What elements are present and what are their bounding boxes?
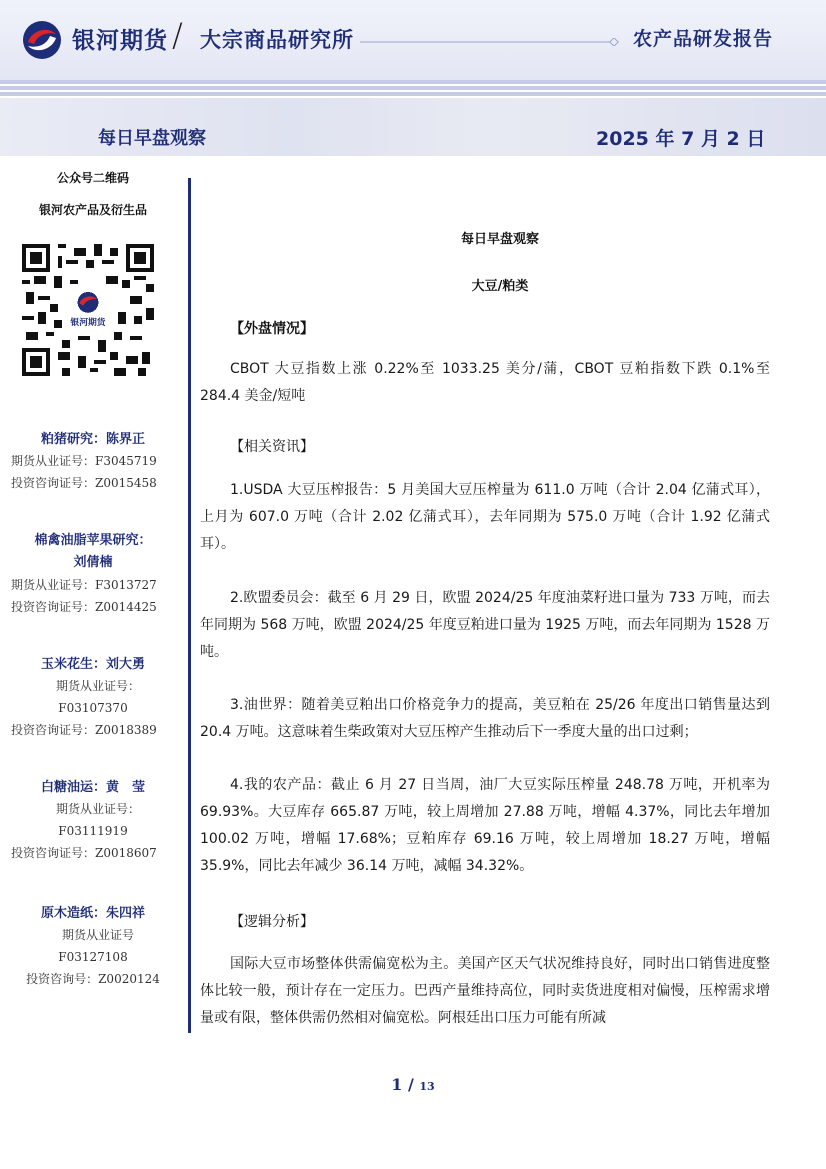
analyst-license: F03127108 xyxy=(58,950,128,964)
brand-name: 银河期货 xyxy=(72,28,168,54)
section-heading-logic: 【逻辑分析】 xyxy=(230,914,314,930)
analyst-license: 投资咨询证号：Z0018607 xyxy=(11,846,157,860)
header-stripe xyxy=(0,80,826,84)
sidebar-divider xyxy=(188,178,191,1033)
analyst-license: 投资咨询证号：Z0018389 xyxy=(11,723,157,737)
institute-name: 大宗商品研究所 xyxy=(200,28,354,52)
foreign-market-paragraph: CBOT 大豆指数上涨 0.22%至 1033.25 美分/蒲，CBOT 豆粕指数下跌 0.1%至 284.4 美金/短吨 xyxy=(200,361,770,404)
analyst-license: F03111919 xyxy=(58,824,128,838)
section-heading-foreign: 【外盘情况】 xyxy=(230,321,314,337)
report-subtitle: 大豆/粕类 xyxy=(471,279,529,294)
analyst-license: 期货从业证号： xyxy=(55,679,140,693)
analyst-license: 期货从业证号：F3013727 xyxy=(11,578,157,592)
total-pages: 13 xyxy=(419,1080,435,1093)
report-date: 2025 年 7 月 2 日 xyxy=(596,128,766,150)
analyst-license: 期货从业证号 xyxy=(61,928,134,942)
section-heading-news: 【相关资讯】 xyxy=(230,439,314,455)
analyst-block xyxy=(0,778,186,864)
page-separator: / xyxy=(407,1075,414,1094)
analyst-title: 原木造纸：朱四祥 xyxy=(40,906,145,921)
current-page: 1 xyxy=(391,1075,403,1094)
report-type: 农产品研发报告 xyxy=(633,28,774,50)
news-item: 2.欧盟委员会：截至 6 月 29 日，欧盟 2024/25 年度油菜籽进口量为 733 万吨，而去年同期为 568 万吨，欧盟 2024/25 年度豆粕进口量为 1925 万吨，而去年同期为 1528 万吨。 xyxy=(200,590,770,660)
analyst-name: 刘倩楠 xyxy=(73,555,113,570)
analyst-title: 棉禽油脂苹果研究： xyxy=(34,533,152,548)
analyst-title: 粕猪研究：陈界正 xyxy=(40,432,145,447)
page-number xyxy=(0,1075,826,1094)
report-title: 每日早盘观察 xyxy=(460,232,539,247)
header-slash: / xyxy=(172,16,183,54)
news-item: 3.油世界：随着美豆粕出口价格竞争力的提高，美豆粕在 25/26 年度出口销售量达到 20.4 万吨。这意味着生柴政策对大豆压榨产生推动后下一季度大量的出口过剩； xyxy=(200,697,770,740)
logic-paragraph: 国际大豆市场整体供需偏宽松为主。美国产区天气状况维持良好，同时出口销售进度整体比较一般，预计存在一定压力。巴西产量维持高位，同时卖货进度相对偏慢，压榨需求增量或有限，整体供需仍然相对偏宽松。阿根廷出口压力可能有所减 xyxy=(200,956,770,1026)
header-decoration xyxy=(360,38,624,46)
news-item: 4.我的农产品：截止 6 月 27 日当周，油厂大豆实际压榨量 248.78 万吨，开机率为 69.93%。大豆库存 665.87 万吨，较上周增加 27.88 万吨，增幅 4.37%，同比去年增加 100.02 万吨，增幅 17.68%；豆粕库存 69.16 万吨，较上周增加 18.27 万吨，增幅 35.9%，同比去年减少 36.14 万吨，减幅 34.32%。 xyxy=(200,777,770,874)
analyst-block xyxy=(0,904,186,990)
qr-subtitle: 银河农产品及衍生品 xyxy=(38,203,147,217)
analyst-block xyxy=(0,430,186,494)
qr-code-icon xyxy=(22,244,154,376)
analyst-license: 投资咨询号：Z0020124 xyxy=(26,972,160,986)
analyst-license: 期货从业证号：F3045719 xyxy=(11,454,157,468)
section-title: 每日早盘观察 xyxy=(98,128,206,149)
header-stripe xyxy=(0,86,826,90)
analyst-license: 投资咨询证号：Z0014425 xyxy=(11,600,157,614)
qr-logo-text: 银河期货 xyxy=(70,317,106,328)
qr-subtitle-block xyxy=(0,201,186,218)
analyst-block xyxy=(0,530,186,618)
analyst-license: F03107370 xyxy=(58,701,128,715)
analyst-license: 投资咨询证号：Z0015458 xyxy=(11,476,157,490)
analyst-license: 期货从业证号： xyxy=(55,802,140,816)
qr-title: 公众号二维码 xyxy=(56,171,129,185)
analyst-block xyxy=(0,655,186,741)
news-item: 1.USDA 大豆压榨报告：5 月美国大豆压榨量为 611.0 万吨（合计 2.04 亿蒲式耳），上月为 607.0 万吨（合计 2.02 亿蒲式耳），去年同期为 575.0 万吨（合计 1.92 亿蒲式耳）。 xyxy=(200,482,770,552)
analyst-title: 白糖油运：黄 莹 xyxy=(40,780,145,795)
header-stripe xyxy=(0,92,826,96)
galaxy-futures-logo-icon xyxy=(22,20,62,60)
qr-title-block xyxy=(0,169,186,186)
analyst-title: 玉米花生：刘大勇 xyxy=(40,657,145,672)
